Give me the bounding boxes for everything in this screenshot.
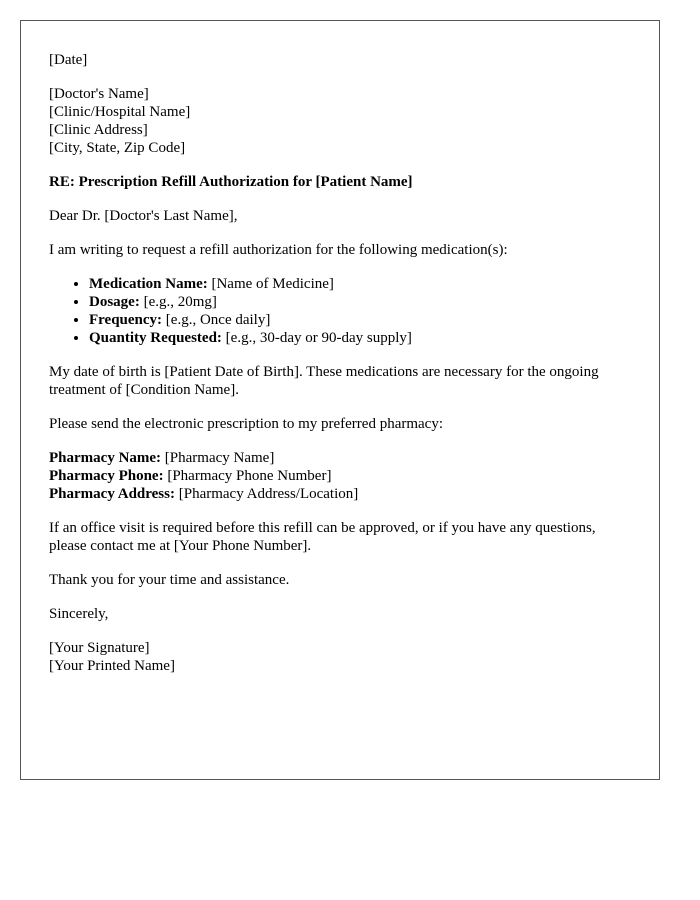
pharmacy-name-label: Pharmacy Name: (49, 450, 162, 466)
pharmacy-details (49, 449, 631, 503)
signature: [Your Signature] (49, 640, 150, 656)
thanks-paragraph: Thank you for your time and assistance. (49, 572, 290, 588)
pharmacy-intro: Please send the electronic prescription to my preferred pharmacy: (49, 416, 444, 432)
medication-name-label: Medication Name: (89, 276, 208, 292)
dosage-value: [e.g., 20mg] (139, 294, 217, 310)
pharmacy-address-value: [Pharmacy Address/Location] (174, 486, 359, 502)
doctor-name: [Doctor's Name] (49, 86, 149, 102)
pharmacy-name-value: [Pharmacy Name] (161, 450, 275, 466)
pharmacy-address-line (49, 485, 631, 503)
birth-paragraph: My date of birth is [Patient Date of Birth]. These medications are necessary for the ongoing treatment of [Condition Name]. (49, 364, 599, 398)
frequency-value: [e.g., Once daily] (162, 312, 271, 328)
letter-page (20, 20, 660, 780)
salutation: Dear Dr. [Doctor's Last Name], (49, 208, 238, 224)
medication-list (49, 275, 631, 347)
intro-paragraph: I am writing to request a refill authorization for the following medication(s): (49, 242, 508, 258)
pharmacy-name-line (49, 449, 631, 467)
quantity-value: [e.g., 30-day or 90-day supply] (221, 330, 412, 346)
medication-name-value: [Name of Medicine] (207, 276, 334, 292)
pharmacy-phone-value: [Pharmacy Phone Number] (163, 468, 332, 484)
clinic-name: [Clinic/Hospital Name] (49, 104, 191, 120)
letter-date: [Date] (49, 52, 88, 68)
recipient-address (49, 85, 631, 157)
frequency-label: Frequency: (89, 312, 163, 328)
city-state-zip: [City, State, Zip Code] (49, 140, 186, 156)
closing: Sincerely, (49, 606, 109, 622)
subject-line: RE: Prescription Refill Authorization for [Patient Name] (49, 174, 413, 190)
pharmacy-address-label: Pharmacy Address: (49, 486, 175, 502)
pharmacy-phone-line (49, 467, 631, 485)
pharmacy-phone-label: Pharmacy Phone: (49, 468, 164, 484)
visit-paragraph: If an office visit is required before this refill can be approved, or if you have any questions, please contact me at [Your Phone Number]. (49, 520, 596, 554)
list-item (89, 329, 631, 347)
clinic-address: [Clinic Address] (49, 122, 148, 138)
dosage-label: Dosage: (89, 294, 140, 310)
quantity-label: Quantity Requested: (89, 330, 222, 346)
list-item (89, 275, 631, 293)
list-item (89, 293, 631, 311)
list-item (89, 311, 631, 329)
printed-name: [Your Printed Name] (49, 658, 175, 674)
signature-block (49, 639, 631, 675)
